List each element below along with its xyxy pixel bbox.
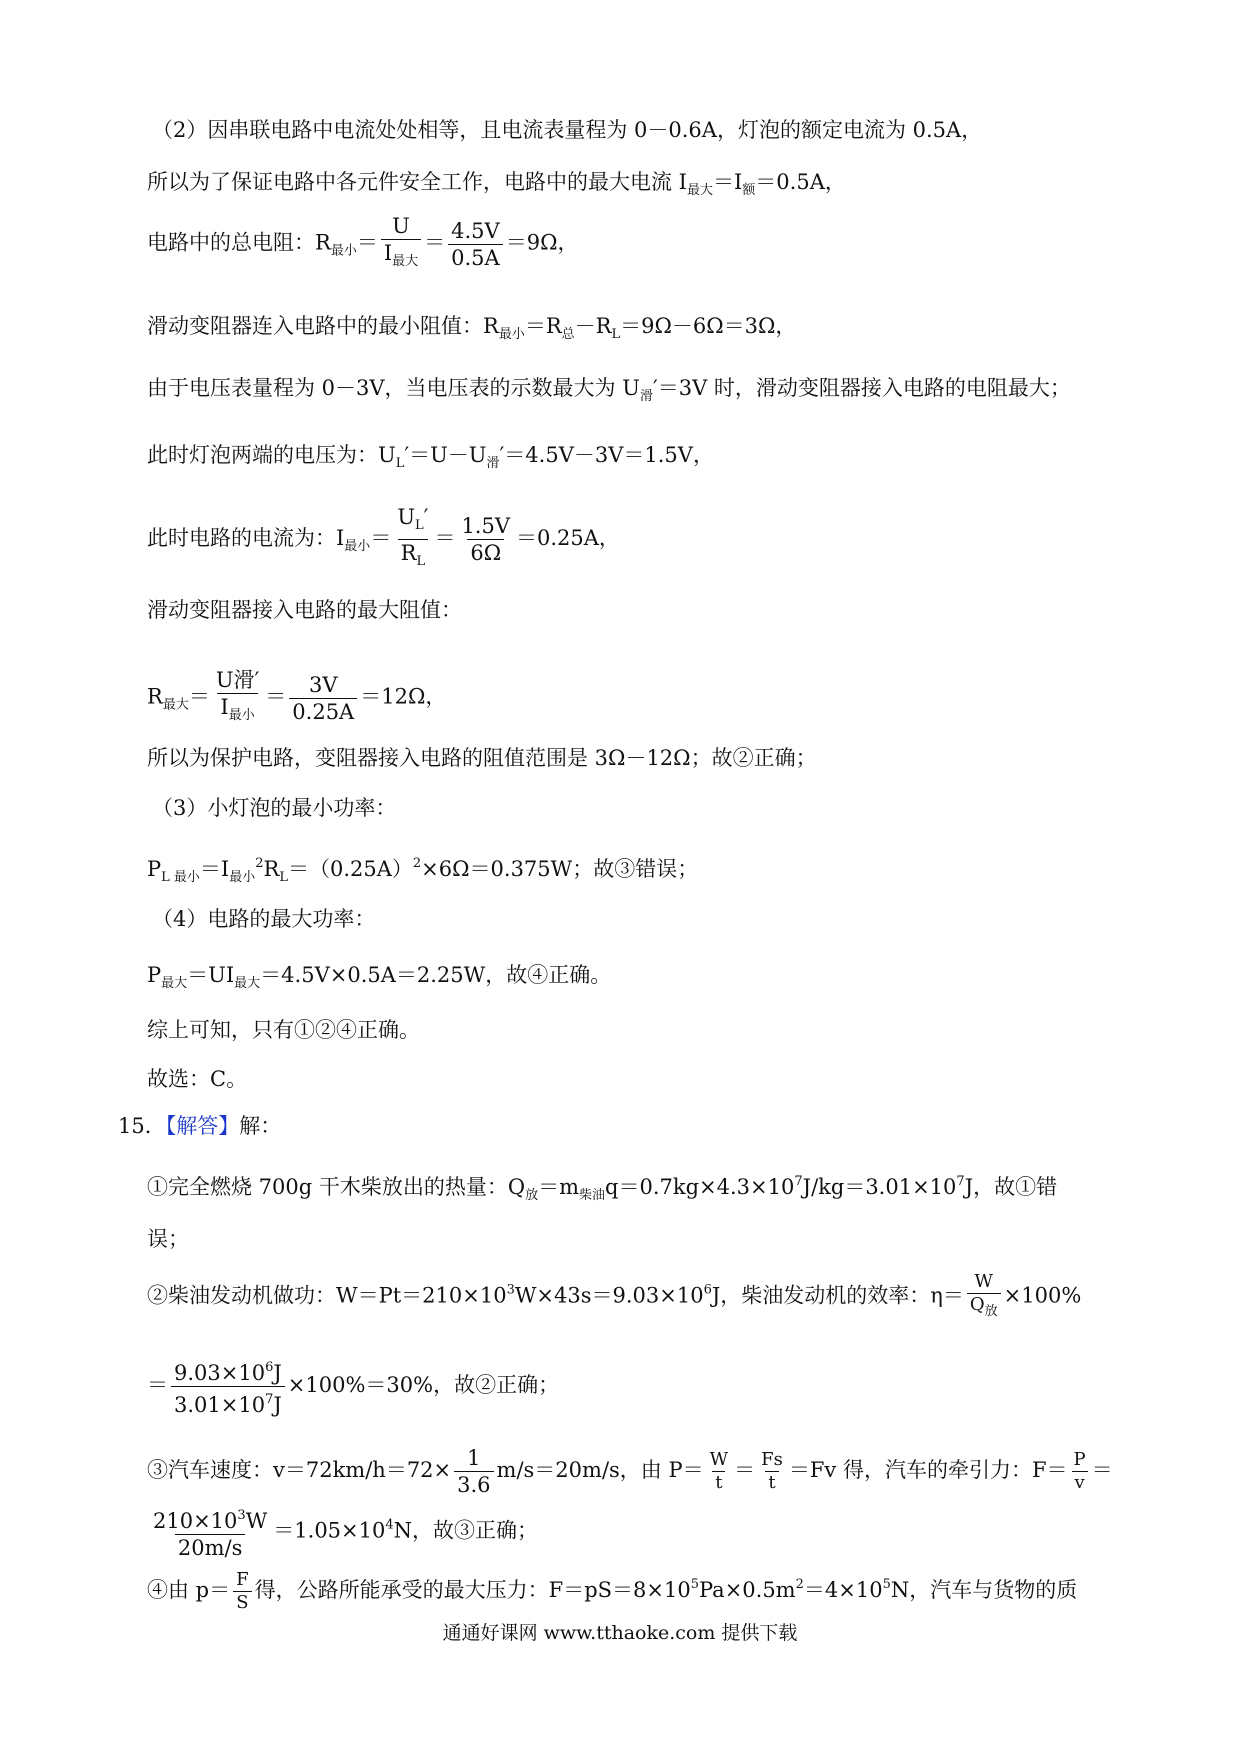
- text: ＝: [1091, 1458, 1113, 1482]
- denominator: [171, 1386, 285, 1417]
- text: 此时灯泡两端的电压为：U: [147, 443, 396, 467]
- fraction: [707, 1450, 732, 1493]
- numerator: W: [974, 1271, 994, 1292]
- text: Pa×0.5m: [698, 1578, 796, 1602]
- line-15: [147, 1016, 420, 1044]
- line-21: [147, 1356, 559, 1417]
- question-number: 15．: [118, 1114, 166, 1138]
- text: ×6Ω＝0.375W；故③错误；: [421, 857, 699, 881]
- line-12: [147, 850, 698, 892]
- text: R: [147, 684, 163, 709]
- superscript: 3: [506, 1282, 515, 1298]
- line-18: [147, 1168, 1057, 1210]
- text: P: [147, 857, 162, 881]
- text: ＝: [734, 1458, 756, 1482]
- text: J: [273, 1361, 282, 1385]
- line-19: [147, 1225, 189, 1253]
- denominator: 6Ω: [467, 539, 504, 565]
- text: ＝m: [538, 1175, 580, 1199]
- line-3: [147, 214, 578, 274]
- subscript: 滑: [639, 389, 653, 404]
- line-14: [147, 961, 611, 998]
- fraction: [458, 514, 513, 565]
- text: J，柴油发动机的效率：η＝: [711, 1283, 964, 1308]
- numerator: 4.5V: [451, 218, 500, 243]
- subscript: 放: [525, 1188, 539, 1203]
- text: ＝0.5A，: [755, 170, 846, 194]
- text: ＝Fv 得，汽车的牵引力：F＝: [788, 1458, 1068, 1482]
- denominator: S: [233, 1591, 251, 1613]
- superscript: 2: [795, 1577, 804, 1592]
- text: ′＝U－U: [404, 443, 487, 467]
- prime: ′: [423, 505, 429, 529]
- text: m/s＝20m/s，由 P＝: [496, 1458, 704, 1482]
- text: 9.03×10: [174, 1361, 266, 1385]
- text: 所以为了保证电路中各元件安全工作，电路中的最大电流 I: [147, 170, 687, 194]
- subscript: 最大: [161, 976, 188, 991]
- subscript: L: [416, 554, 426, 569]
- subscript: L: [279, 870, 288, 885]
- line-13: [152, 905, 375, 933]
- denominator: t: [765, 1471, 778, 1493]
- text: ＝UI: [187, 963, 235, 987]
- denominator: [217, 693, 257, 728]
- text: W×43s＝9.03×10: [514, 1283, 704, 1308]
- superscript: 7: [956, 1174, 965, 1189]
- superscript: 7: [794, 1174, 803, 1189]
- denominator: 20m/s: [175, 1534, 246, 1560]
- denominator: 0.25A: [289, 698, 357, 724]
- superscript: 4: [385, 1517, 394, 1533]
- numerator: [394, 505, 431, 539]
- text: ＝R: [524, 314, 562, 338]
- fraction: [967, 1272, 1001, 1322]
- numerator: Fs: [761, 1449, 783, 1470]
- text: ′＝4.5V－3V＝1.5V，: [499, 443, 714, 467]
- numerator: W: [709, 1449, 729, 1470]
- line-23: [147, 1504, 538, 1560]
- text: N，汽车与货物的质: [890, 1578, 1078, 1602]
- text: ②柴油发动机做功：W＝Pt＝210×10: [147, 1283, 507, 1308]
- text: I: [220, 695, 229, 719]
- subscript: 总: [561, 327, 575, 342]
- line-24: [147, 1570, 1077, 1613]
- superscript: 7: [265, 1392, 274, 1407]
- subscript: 最大: [234, 976, 261, 991]
- text: ＝9Ω，: [505, 230, 579, 255]
- text: R: [400, 541, 417, 565]
- superscript: 5: [690, 1577, 699, 1592]
- numerator: [171, 1356, 285, 1386]
- text: ＝12Ω，: [360, 684, 447, 709]
- line-9: [147, 668, 446, 728]
- fraction: [394, 505, 431, 574]
- text: ④由 p＝: [147, 1578, 231, 1602]
- text: 故选：C。: [147, 1067, 248, 1091]
- text: J/kg＝3.01×10: [802, 1175, 957, 1199]
- text: ＝: [265, 684, 287, 709]
- subscript: 柴油: [579, 1188, 606, 1203]
- denominator: [381, 239, 421, 274]
- numerator: U: [392, 214, 410, 238]
- numerator: 3V: [309, 672, 338, 697]
- text: J: [273, 1393, 282, 1417]
- text: 滑动变阻器接入电路的最大阻值：: [147, 598, 462, 622]
- text: （2）因串联电路中电流处处相等，且电流表量程为 0－0.6A，灯泡的额定电流为 0.5A，: [152, 118, 983, 142]
- denominator: t: [712, 1471, 725, 1493]
- line-6: [147, 441, 714, 478]
- denominator: v: [1072, 1471, 1088, 1493]
- line-16: [147, 1065, 247, 1093]
- text: ′＝3V 时，滑动变阻器接入电路的电阻最大；: [652, 376, 1071, 400]
- page-footer: 通通好课网 www.tthaoke.com 提供下载: [442, 1622, 798, 1644]
- line-2: [147, 168, 846, 205]
- text: ③汽车速度：v＝72km/h＝72×: [147, 1458, 452, 1482]
- text: （3）小灯泡的最小功率：: [152, 796, 397, 820]
- numerator: P: [1073, 1449, 1086, 1470]
- text: ＝: [356, 230, 378, 255]
- text: 解：: [239, 1114, 282, 1138]
- text: ＝: [370, 526, 392, 550]
- text: 综上可知，只有①②④正确。: [147, 1018, 420, 1042]
- text: ＝: [188, 684, 210, 709]
- text: （4）电路的最大功率：: [152, 907, 376, 931]
- text: ①完全燃烧 700g 干木柴放出的热量：Q: [147, 1175, 526, 1199]
- fraction: [213, 668, 262, 728]
- text: ＝: [424, 230, 446, 255]
- numerator: 1: [467, 1446, 481, 1470]
- line-8: [147, 596, 462, 624]
- numerator: U滑′: [215, 668, 260, 692]
- text: 此时电路的电流为：I: [147, 526, 345, 550]
- text: N，故③正确；: [393, 1518, 539, 1543]
- text: ＝4×10: [803, 1578, 883, 1602]
- text: J，故①错: [964, 1175, 1058, 1199]
- text: q＝0.7kg×4.3×10: [605, 1175, 795, 1199]
- subscript: L: [611, 327, 621, 342]
- answer-tag: 【解答】: [165, 1114, 240, 1138]
- text: ＝0.25A，: [516, 526, 620, 550]
- line-20: [147, 1272, 1081, 1322]
- text: Q: [969, 1294, 985, 1315]
- superscript: 2: [255, 856, 264, 871]
- subscript: 滑: [486, 456, 500, 471]
- text: ＝9Ω－6Ω＝3Ω，: [620, 314, 797, 338]
- subscript: 最大: [686, 183, 713, 198]
- superscript: 6: [265, 1360, 274, 1375]
- fraction: [454, 1446, 493, 1497]
- text: R: [263, 857, 280, 881]
- text: 得，公路所能承受的最大压力：F＝pS＝8×10: [254, 1578, 691, 1602]
- denominator: [967, 1293, 1001, 1322]
- fraction: [150, 1504, 270, 1560]
- text: ＝（0.25A）: [287, 857, 413, 881]
- subscript: L: [415, 518, 424, 533]
- text: ＝I: [199, 857, 230, 881]
- numerator: 1.5V: [461, 514, 510, 538]
- subscript: 最小: [498, 327, 525, 342]
- fraction: [381, 214, 421, 274]
- subscript: 放: [984, 1304, 998, 1319]
- text: U: [397, 505, 416, 529]
- line-10: [147, 744, 817, 772]
- subscript: 最小: [229, 870, 256, 885]
- text: 由于电压表量程为 0－3V，当电压表的示数最大为 U: [147, 376, 640, 400]
- text: 所以为保护电路，变阻器接入电路的阻值范围是 3Ω－12Ω；故②正确；: [147, 746, 817, 770]
- denominator: [398, 539, 428, 574]
- subscript: 最大: [392, 254, 419, 269]
- superscript: 6: [703, 1282, 712, 1298]
- subscript: L: [395, 456, 405, 471]
- fraction: [1071, 1450, 1089, 1493]
- line-7: [147, 505, 620, 574]
- text: ＝1.05×10: [273, 1518, 386, 1543]
- subscript: 最小: [330, 243, 357, 259]
- text: ×100%＝30%，故②正确；: [287, 1373, 560, 1397]
- text: W: [245, 1509, 268, 1533]
- line-1: [152, 116, 982, 144]
- text: 3.01×10: [174, 1393, 266, 1417]
- text: ＝: [434, 526, 456, 550]
- text: 误；: [147, 1227, 189, 1251]
- text: P: [147, 963, 162, 987]
- subscript: 最小: [344, 539, 371, 554]
- line-22: [147, 1446, 1113, 1497]
- text: 滑动变阻器连入电路中的最小阻值：R: [147, 314, 499, 338]
- text: ＝I: [712, 170, 743, 194]
- subscript: 最小: [228, 708, 255, 723]
- superscript: 3: [237, 1508, 246, 1523]
- text: ＝: [147, 1373, 168, 1397]
- text: ＝4.5V×0.5A＝2.25W，故④正确。: [260, 963, 612, 987]
- text: ×100%: [1003, 1283, 1082, 1308]
- fraction: [758, 1450, 786, 1493]
- fraction: [233, 1570, 252, 1613]
- question-15-header: [118, 1112, 281, 1140]
- text: －R: [574, 314, 612, 338]
- line-11: [152, 794, 396, 822]
- superscript: 2: [412, 856, 422, 871]
- line-5: [147, 374, 1071, 411]
- subscript: L 最小: [161, 870, 200, 885]
- text: 电路中的总电阻：R: [147, 230, 331, 255]
- subscript: 额: [742, 183, 756, 198]
- numerator: [150, 1504, 270, 1534]
- denominator: 3.6: [454, 1471, 493, 1497]
- superscript: 5: [882, 1577, 891, 1592]
- fraction: [289, 673, 357, 724]
- text: I: [383, 241, 393, 265]
- line-4: [147, 312, 796, 349]
- denominator: 0.5A: [448, 244, 503, 270]
- subscript: 最大: [162, 697, 189, 713]
- fraction: [171, 1356, 285, 1417]
- fraction: [448, 219, 503, 270]
- text: 210×10: [153, 1509, 238, 1533]
- numerator: F: [236, 1569, 249, 1590]
